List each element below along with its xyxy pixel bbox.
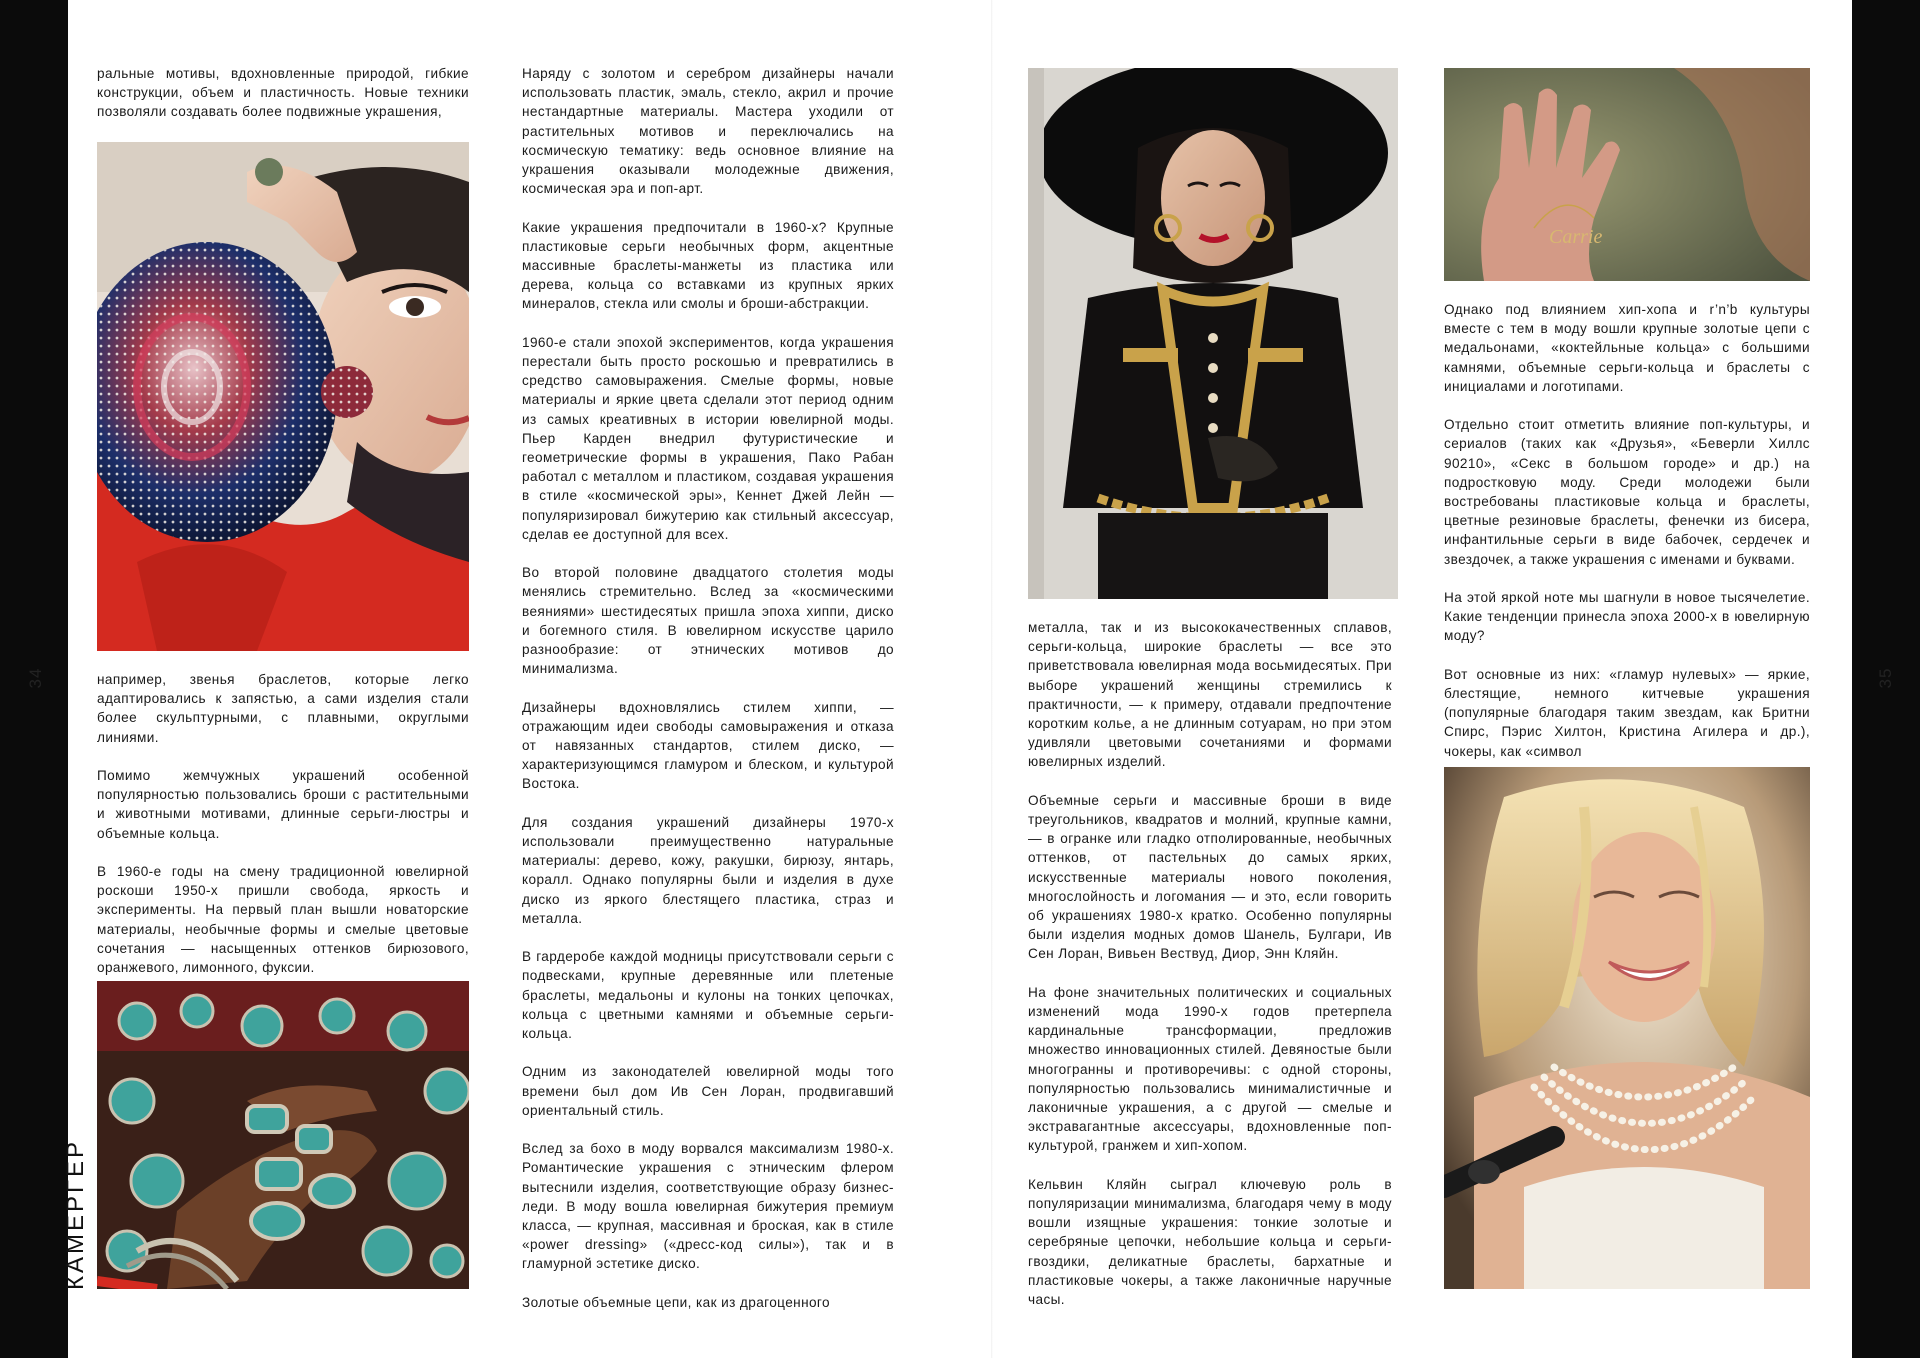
paragraph: Вот основные из них: «гламур нулевых» — яркие, блестящие, немного китчевые украшения (популярные благодаря таким звездам, как Бритни Спирс, Пэрис Хилтон, Кристина Агилера и др.), чокеры, как «символ bbox=[1444, 666, 1810, 759]
paragraph: Объемные серьги и массивные броши в виде треугольников, квадратов и молний, крупные камни, — в огранке или гладко отполированные, необычных оттенков, от пастельных до самых ярких, искусственные материалы нового поколения, многослойность и логомания — и это, если говорить об украшениях 1980-х кратко. Особенно популярны были изделия модных домов Шанель, Булгари, Ив Сен Лоран, Вивьен Вествуд, Диор, Энн Кляйн. bbox=[1028, 792, 1392, 962]
photo-pop-star-pearls bbox=[1444, 767, 1810, 1289]
photo-woman-sequined-hat bbox=[97, 142, 469, 651]
paragraph: металла, так и из высококачественных сплавов, серьги-кольца, широкие браслеты — все это приветствовала ювелирная мода восьмидесятых. При выборе украшений женщины стремились к практичности, — к примеру, отдавали предпочтение коротким колье, а не длинным сотуарам, но при этом удивляли цветовыми сочетаниями и формами ювелирных изделий. bbox=[1028, 620, 1392, 770]
photo-model-black-hat-graphic bbox=[1028, 68, 1398, 599]
photo-model-black-hat bbox=[1028, 68, 1398, 599]
paragraph: Золотые объемные цепи, как из драгоценного bbox=[522, 1294, 830, 1310]
magazine-brand: КАМЕРГЕР bbox=[62, 1138, 89, 1290]
paragraph: Во второй половине двадцатого столетия моды менялись стремительно. Вслед за «космическими веяниями» шестидесятых пришла эпоха хиппи, диско и богемного стиля. В ювелирном искусстве царило разнообразие: от этнических мотивов до минимализма. bbox=[522, 565, 894, 677]
paragraph: Наряду с золотом и серебром дизайнеры начали использовать пластик, эмаль, стекло, акрил и прочие нестандартные материалы. Мастера уходили от растительных мотивов и переключались на космическую тематику: ведь основное влияние на украшения оказывали молодежные движения, космическая эра и поп-арт. bbox=[522, 66, 894, 197]
paragraph: Помимо жемчужных украшений особенной популярностью пользовались броши с растительными и животными мотивами, длинные серьги-люстры и объемные кольца. bbox=[97, 768, 469, 841]
paragraph: Отдельно стоит отметить влияние поп-культуры, и сериалов (таких как «Друзья», «Беверли Хиллс 90210», «Секс в большом городе» и др.) на подростковую моду. Среди молодежи были востребованы пластиковые кольца и браслеты, цветные резиновые браслеты, фенечки из бисера, инфантильные серьги в виде бабочек, сердечек и звездочек, а также украшения с именами и буквами. bbox=[1444, 417, 1810, 567]
paragraph: ральные мотивы, вдохновленные природой, гибкие конструкции, объем и пластичность. Новые техники позволяли создавать более подвижные украшения, bbox=[97, 66, 469, 120]
photo-turquoise-rings bbox=[97, 981, 469, 1289]
photo-name-necklace-graphic bbox=[1444, 68, 1810, 281]
paragraph: например, звенья браслетов, которые легко адаптировались к запястью, а сами изделия стали более скульптурными, с плавными, округлыми линиями. bbox=[97, 672, 469, 745]
right-column-1 bbox=[1028, 618, 1392, 1309]
photo-turquoise-rings-graphic bbox=[97, 981, 469, 1289]
necklace-name-text: Carrie bbox=[1549, 226, 1603, 248]
page-number-left: 34 bbox=[26, 667, 45, 689]
page-number-right: 35 bbox=[1876, 667, 1895, 689]
paragraph: Однако под влиянием хип-хопа и r’n’b культуры вместе с тем в моду вошли крупные золотые цепи с медальонами, «коктейльные кольца» с большими камнями, объемные серьги-кольца и браслеты с инициалами и логотипами. bbox=[1444, 302, 1810, 394]
paragraph: Дизайнеры вдохновлялись стилем хиппи, — отражающим идеи свободы самовыражения и отказа от навязанных стандартов, стилем диско, — характеризующимся гламуром и блеском, и культурой Востока. bbox=[522, 699, 894, 792]
right-column-2-top bbox=[1444, 300, 1810, 761]
spine-gutter bbox=[991, 0, 993, 1358]
paragraph: Какие украшения предпочитали в 1960-х? Крупные пластиковые серьги необычных форм, акцентные массивные браслеты-манжеты из пластика или дерева, кольца со вставками из крупных ярких минералов, стекла или смолы и броши-абстракции. bbox=[522, 219, 894, 312]
paragraph: 1960-е стали эпохой экспериментов, когда украшения перестали быть просто роскошью и превратились в средство самовыражения. Смелые формы, новые материалы и яркие цвета сделали этот период одним из самых креативных в истории ювелирной моды. Пьер Карден внедрил футуристические и геометрические формы в украшения, Пако Рабан работал с металлом и пластиком, создавая украшения в стиле «космической эры», Кеннет Джей Лейн — популяризировал бижутерию как стильный аксессуар, сделав ее доступной для всех. bbox=[522, 334, 894, 542]
paragraph: В 1960-е годы на смену традиционной ювелирной роскоши 1950-х пришли свобода, яркость и эксперименты. На первый план вышли новаторские материалы, необычные формы и смелые цветовые сочетания — насыщенных оттенков бирюзового, оранжевого, лимонного, фуксии. bbox=[97, 864, 469, 976]
paragraph: На фоне значительных политических и социальных изменений мода 1990-х годов претерпела кардинальные трансформации, предложив множество инновационных стилей. Девяностые были многогранны и противоречивы: с одной стороны, популярностью пользовались минималистичные и лаконичные украшения, а с другой — смелые и экстравагантные аксессуары, вдохновленные поп-культурой, гранжем и хип-хопом. bbox=[1028, 984, 1392, 1154]
left-column-1-top bbox=[97, 64, 469, 122]
photo-name-necklace bbox=[1444, 68, 1810, 281]
paragraph: Для создания украшений дизайнеры 1970-х использовали преимущественно натуральные материалы: дерево, кожу, ракушки, бирюзу, янтарь, коралл. Однако популярны были и изделия в духе диско из яркого блестящего пластика, страз и металла. bbox=[522, 814, 894, 926]
paragraph: Одним из законодателей ювелирной моды того времени был дом Ив Сен Лоран, продвигавший ориентальный стиль. bbox=[522, 1064, 894, 1118]
paragraph: На этой яркой ноте мы шагнули в новое тысячелетие. Какие тенденции принесла эпоха 2000-х в ювелирную моду? bbox=[1444, 590, 1810, 644]
paragraph: Вслед за бохо в моду ворвался максимализм 1980-х. Романтические украшения с этническим флером вытеснили изделия, соответствующие образу бизнес-леди. В моду вошла ювелирная бижутерия премиум класса, — крупная, массивная и броская, как в стиле «power dressing» («дресс-код силы»), так и в гламурной эстетике диско. bbox=[522, 1141, 894, 1272]
paragraph: Кельвин Кляйн сыграл ключевую роль в популяризации минимализма, благодаря чему в моду вошли изящные украшения: тонкие золотые и серебряные цепочки, небольшие кольца и серьги-гвоздики, деликатные браслеты, бархатные и пластиковые чокеры, а также лаконичные наручные часы. bbox=[1028, 1176, 1392, 1308]
left-column-2 bbox=[522, 64, 894, 1312]
paragraph: В гардеробе каждой модницы присутствовали серьги с подвесками, крупные деревянные или плетеные браслеты, медальоны и кулоны на тонких цепочках, кольца с цветными камнями и объемные серьги-кольца. bbox=[522, 949, 894, 1042]
left-column-1-bottom bbox=[97, 670, 469, 977]
photo-pop-star-pearls-graphic bbox=[1444, 767, 1810, 1289]
photo-woman-sequined-hat-graphic bbox=[97, 142, 469, 651]
